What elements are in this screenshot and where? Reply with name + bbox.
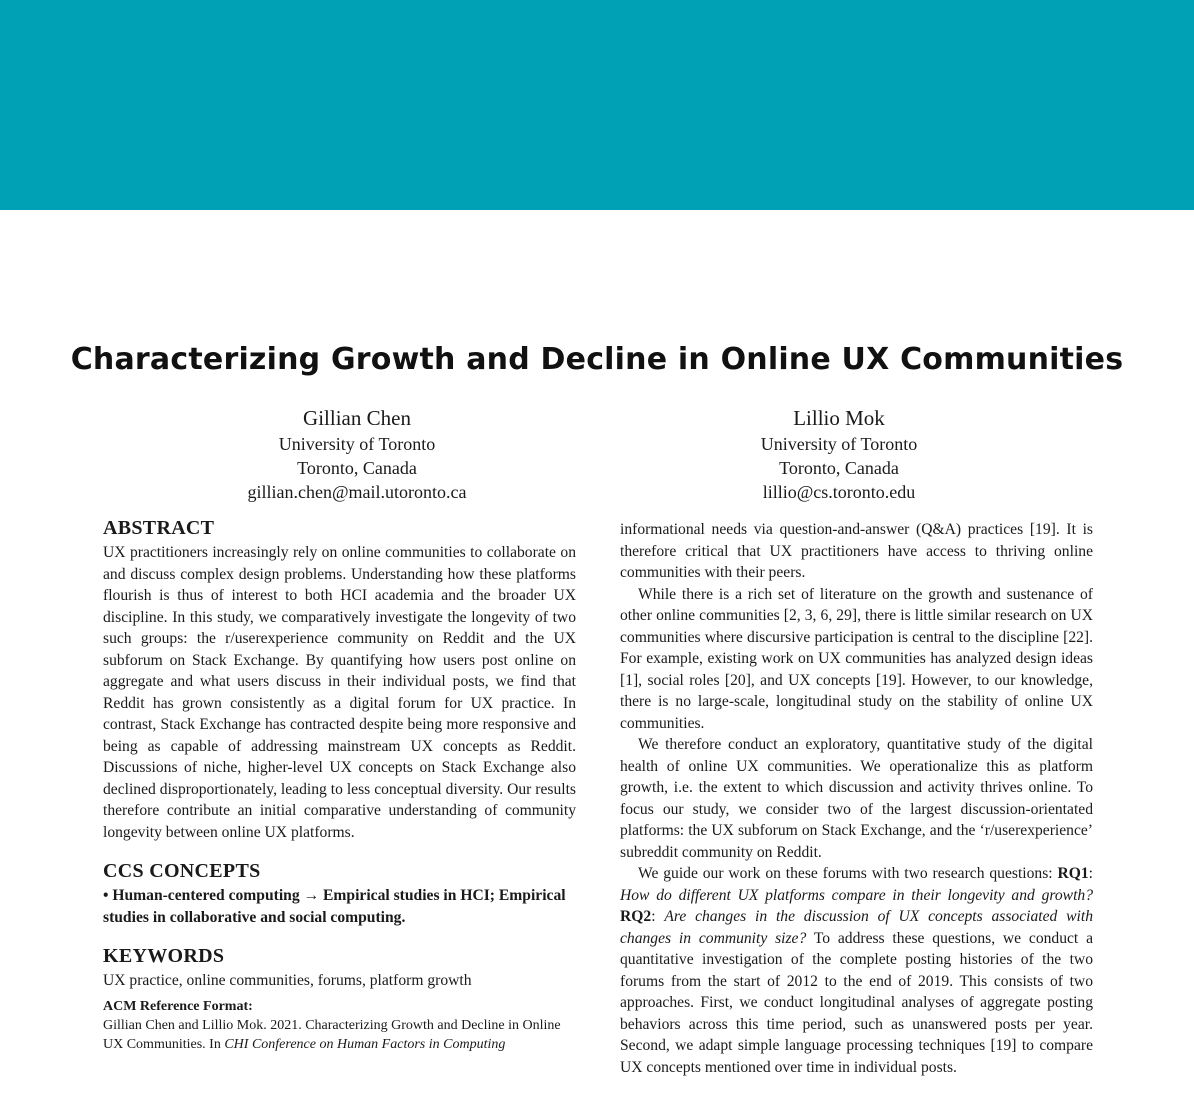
right-column	[620, 519, 1093, 1078]
author-email: lillio@cs.toronto.edu	[762, 482, 916, 502]
ccs-heading: CCS CONCEPTS	[103, 860, 261, 882]
author-location: Toronto, Canada	[779, 458, 899, 478]
rq2-text: Are changes in the discussion of UX concepts associated with changes in community size?	[620, 908, 1094, 947]
rq1-label: RQ1	[1057, 865, 1089, 882]
author-email: gillian.chen@mail.utoronto.ca	[247, 482, 467, 502]
header-banner	[0, 0, 1194, 210]
author-affiliation: University of Toronto	[760, 434, 918, 454]
author-affiliation: University of Toronto	[278, 434, 436, 454]
left-column	[103, 514, 576, 1054]
author-location: Toronto, Canada	[297, 458, 417, 478]
intro-paragraph: While there is a rich set of literature on the growth and sustenance of other online communities [2, 3, 6, 29], there is little similar research on UX communities where discursive participation is central to the discipline [22]. For example, existing work on UX communities has analyzed design ideas [1], social roles [20], and UX concepts [19]. However, to our knowledge, there is no large-scale, longitudinal study on the stability of online UX communities.	[620, 585, 1093, 732]
intro-paragraph-research-questions: We guide our work on these forums with two research questions: RQ1: How do different UX platforms compare in their longevity and growth? RQ2: Are changes in the discussion of UX concepts associated with changes in community size? To address these questions, we conduct a quantitative investigation of the complete posting histories of the two forums from the start of 2012 to the end of 2019. This consists of two approaches. First, we conduct longitudinal analyses of aggregate posting behaviors across this time period, such as unanswered posts per year. Second, we adapt simple language processing techniques [19] to compare UX concepts mentioned over time in individual posts.	[620, 865, 1094, 1076]
ccs-text: • Human-centered computing → Empirical studies in HCI; Empirical studies in collaborative and social computing.	[103, 887, 566, 926]
keywords-text: UX practice, online communities, forums, platform growth	[103, 972, 472, 989]
abstract-heading: ABSTRACT	[103, 517, 215, 539]
keywords-heading: KEYWORDS	[103, 945, 225, 967]
acm-reference-heading: ACM Reference Format:	[103, 998, 253, 1014]
intro-paragraph: We therefore conduct an exploratory, quantitative study of the digital health of online UX communities. We operationalize this as platform growth, i.e. the extent to which discussion and activity thrives online. To focus our study, we consider two of the largest discussion-orientated platforms: the UX subforum on Stack Exchange, and the ‘r/userexperience’ subreddit community on Reddit.	[620, 736, 1093, 861]
rq2-label: RQ2	[620, 908, 652, 925]
paper-title: Characterizing Growth and Decline in Online UX Communities	[70, 342, 1124, 377]
author-block	[147, 404, 567, 504]
acm-reference-text	[103, 1016, 576, 1054]
rq-rest: To address these questions, we conduct a quantitative investigation of the complete posting histories of the two forums from the start of 2012 to the end of 2019. This consists of two approaches. First, we conduct longitudinal analyses of aggregate posting behaviors across this time period, such as unanswered posts per year. Second, we adapt simple language processing techniques [19] to compare UX concepts mentioned over time in individual posts.	[620, 929, 1093, 1076]
acm-reference-plain: Gillian Chen and Lillio Mok. 2021. Characterizing Growth and Decline in Online UX Communities. In	[103, 1017, 561, 1052]
author-block	[629, 404, 1049, 504]
intro-paragraph: informational needs via question-and-answer (Q&A) practices [19]. It is therefore critical that UX practitioners have access to thriving online communities with their peers.	[620, 521, 1093, 581]
rq-lead: We guide our work on these forums with two research questions:	[638, 865, 1058, 882]
acm-reference-venue: CHI Conference on Human Factors in Computing	[224, 1036, 506, 1052]
author-name: Gillian Chen	[303, 406, 411, 430]
author-name: Lillio Mok	[793, 406, 885, 430]
abstract-text: UX practitioners increasingly rely on online communities to collaborate on and discuss complex design problems. Understanding how these platforms flourish is thus of interest to both HCI academia and the broader UX discipline. In this study, we comparatively investigate the longevity of two such groups: the r/userexperience community on Reddit and the UX subforum on Stack Exchange. By quantifying how users post online on aggregate and what users discuss in their individual posts, we find that Reddit has grown consistently as a digital forum for UX practice. In contrast, Stack Exchange has contracted despite being more responsive and being as capable of addressing mainstream UX concepts as Reddit. Discussions of niche, higher-level UX concepts on Stack Exchange also declined disproportionately, leading to less conceptual diversity. Our results therefore contribute an initial comparative understanding of community longevity between online UX platforms.	[103, 544, 576, 841]
rq1-text: How do different UX platforms compare in their longevity and growth?	[620, 886, 1093, 904]
